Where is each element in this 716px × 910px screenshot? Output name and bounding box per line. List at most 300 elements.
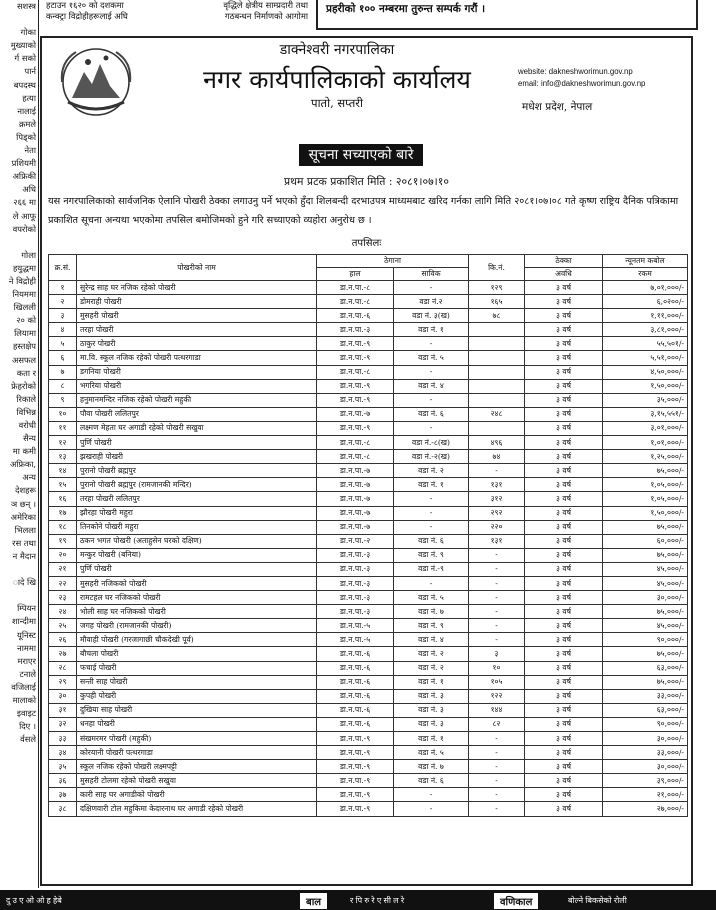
cell-min-bid: ४५,०००/- — [603, 619, 688, 633]
table-row — [49, 647, 688, 661]
cell-current-address: डा.न.पा.-६ — [317, 647, 394, 661]
cell-current-address: डा.न.पा.-३ — [317, 576, 394, 590]
cell-kitta: - — [469, 605, 525, 619]
cell-current-address: डा.न.पा.-६ — [317, 661, 394, 675]
left-article-line: मालाको — [12, 694, 36, 705]
cell-min-bid: १,११,०००/- — [603, 309, 688, 323]
left-article-line: गोका — [20, 27, 36, 38]
cell-term: ३ वर्ष — [525, 802, 603, 816]
cell-pond-name: मौवाही पोखरी (गरजागाछी चौकदेखी पूर्व) — [77, 633, 317, 647]
cell-previous-address: वडा नं. ३ — [394, 689, 469, 703]
cell-current-address: डा.न.पा.-६ — [317, 703, 394, 717]
cell-pond-name: रामटहल घर नजिकको पोखरी — [77, 591, 317, 605]
footer-ad-2: वणिकाल — [494, 893, 538, 909]
cell-previous-address: वडा नं. ५ — [394, 351, 469, 365]
cell-term: ३ वर्ष — [525, 421, 603, 435]
left-article-line — [0, 563, 38, 576]
left-article-line: क्रमले — [19, 118, 36, 129]
left-article-line: अफ्रिकी — [12, 171, 36, 182]
cell-term: ३ वर्ष — [525, 520, 603, 534]
table-row — [49, 703, 688, 717]
cell-pond-name: मा.वि. स्कूल नजिक रहेको पोखरी पत्थरगाडा — [77, 351, 317, 365]
cell-sn: १३ — [49, 450, 77, 464]
cell-previous-address: - — [394, 365, 469, 379]
left-adjacent-article — [0, 0, 39, 888]
cell-pond-name: संखमरमर पोखरी (महुकी) — [77, 732, 317, 746]
pond-list-table — [48, 254, 688, 817]
footer-ad-1: बाल — [300, 893, 327, 909]
cell-term: ३ वर्ष — [525, 450, 603, 464]
cell-pond-name: झौरहा पोखरी महुरा — [77, 506, 317, 520]
cell-kitta: १३१ — [469, 534, 525, 548]
table-row — [49, 591, 688, 605]
cell-current-address: डा.न.पा.-७ — [317, 506, 394, 520]
cell-term: ३ वर्ष — [525, 365, 603, 379]
cell-min-bid: ३०,०००/- — [603, 732, 688, 746]
cell-term: ३ वर्ष — [525, 351, 603, 365]
cell-current-address: डा.न.पा.-३ — [317, 591, 394, 605]
cell-term: ३ वर्ष — [525, 534, 603, 548]
cell-sn: २६ — [49, 633, 77, 647]
cell-term: ३ वर्ष — [525, 464, 603, 478]
table-row — [49, 548, 688, 562]
snippet-line: हटाउन १६२० को दशकमा वृद्धिले क्षेत्रीय साम्प्रदारी तथा — [46, 0, 308, 10]
table-row — [49, 732, 688, 746]
cell-current-address: डा.न.पा.-३ — [317, 323, 394, 337]
cell-sn: २३ — [49, 591, 77, 605]
municipality-name: डाक्नेश्वरी नगरपालिका — [279, 42, 395, 58]
cell-current-address: डा.न.पा.-८ — [317, 281, 394, 295]
cell-term: ३ वर्ष — [525, 576, 603, 590]
cell-min-bid: ३९,०००/- — [603, 774, 688, 788]
left-article-line: म्पियन — [17, 603, 36, 614]
cell-term: ३ वर्ष — [525, 591, 603, 605]
cell-term: ३ वर्ष — [525, 633, 603, 647]
cell-sn: ५ — [49, 337, 77, 351]
cell-pond-name: कुपही पोखरी — [77, 689, 317, 703]
header-kitta: कि.नं. — [469, 255, 525, 281]
cell-sn: २८ — [49, 661, 77, 675]
left-article-line: मा कमी — [12, 446, 36, 457]
table-row — [49, 534, 688, 548]
cell-sn: १ — [49, 281, 77, 295]
cell-current-address: डा.न.पा.-३ — [317, 605, 394, 619]
cell-kitta: २२० — [469, 520, 525, 534]
contact-block — [518, 66, 645, 91]
table-row — [49, 506, 688, 520]
cell-kitta — [469, 365, 525, 379]
left-article-line: लियामा — [14, 328, 36, 339]
cell-current-address: डा.न.पा.-९ — [317, 746, 394, 760]
cell-kitta: - — [469, 746, 525, 760]
left-article-line — [0, 589, 38, 602]
cell-current-address: डा.न.पा.-९ — [317, 732, 394, 746]
cell-current-address: डा.न.पा.-५ — [317, 633, 394, 647]
cell-kitta: ३ — [469, 647, 525, 661]
cell-previous-address: वडा नं. ५ — [394, 591, 469, 605]
cell-pond-name: फचाई पोखरी — [77, 661, 317, 675]
cell-min-bid: ३५,०००/- — [603, 393, 688, 407]
cell-current-address: डा.न.पा.-९ — [317, 802, 394, 816]
cell-pond-name: हनुमानमन्दिर नजिक रहेको पोखरी महुकी — [77, 393, 317, 407]
cell-term: ३ वर्ष — [525, 675, 603, 689]
cell-current-address: डा.न.पा.-९ — [317, 393, 394, 407]
cell-pond-name: सन्ती साह पोखरी — [77, 675, 317, 689]
office-title: नगर कार्यपालिकाको कार्यालय — [203, 65, 471, 94]
cell-term: ३ वर्ष — [525, 492, 603, 506]
cell-current-address: डा.न.पा.-६ — [317, 309, 394, 323]
cell-kitta: ८२ — [469, 717, 525, 731]
table-row — [49, 689, 688, 703]
cell-kitta: - — [469, 576, 525, 590]
table-row — [49, 802, 688, 816]
cell-kitta: २४८ — [469, 407, 525, 421]
cell-pond-name: लक्ष्मण मेहता घर अगाडी रहेको पोखरी सखुवा — [77, 421, 317, 435]
cell-previous-address: वडा नं. १ — [394, 732, 469, 746]
cell-current-address: डा.न.पा.-७ — [317, 478, 394, 492]
notice-paragraph: यस नगरपालिकाको सार्वजनिक ऐलानि पोखरी ठेक्का लगाउनु पर्ने भएको हुँदा शिलबन्दी दरभाउपत्र माध्यमबाट खरिद गर्नका लागि मिति २०८१।०७।०८ गते कृष्ण राष्ट्रिय दैनिक पत्रिकामा प्रकाशित सूचना अन्यथा भएकोमा तपसिल बमोजिमको हुने गरि सच्याएको व्यहोरा अनुरोध छ । — [48, 196, 679, 226]
cell-min-bid: ७५,०००/- — [603, 675, 688, 689]
cell-kitta: १२२ — [469, 689, 525, 703]
cell-min-bid: ५५,५०१/- — [603, 337, 688, 351]
cell-kitta: - — [469, 548, 525, 562]
table-row — [49, 562, 688, 576]
cell-min-bid: ७,०१,०००/- — [603, 281, 688, 295]
cell-sn: २२ — [49, 576, 77, 590]
cell-term: ३ वर्ष — [525, 562, 603, 576]
notice-title: सूचना सच्याएको बारे — [299, 144, 423, 166]
left-article-line: नालाई — [17, 105, 36, 116]
table-row — [49, 633, 688, 647]
cell-term: ३ वर्ष — [525, 746, 603, 760]
table-row — [49, 281, 688, 295]
cell-kitta: - — [469, 788, 525, 802]
table-row — [49, 407, 688, 421]
cell-kitta: ४९६ — [469, 436, 525, 450]
table-row — [49, 619, 688, 633]
cell-sn: १४ — [49, 464, 77, 478]
cell-sn: ३३ — [49, 732, 77, 746]
cell-sn: ३८ — [49, 802, 77, 816]
left-article-line: २६६ मा — [13, 197, 36, 208]
left-article-line: प्रशियमी — [11, 158, 36, 169]
left-article-line: वजिलाई — [11, 681, 36, 692]
cell-previous-address: वडा नं. १ — [394, 675, 469, 689]
cell-min-bid: ४,५०,०००/- — [603, 365, 688, 379]
cell-term: ३ वर्ष — [525, 717, 603, 731]
cell-pond-name: मुसहरी नजिकको पोखरी — [77, 576, 317, 590]
left-article-line: मराएर — [17, 655, 36, 666]
cell-kitta — [469, 323, 525, 337]
table-row — [49, 323, 688, 337]
cell-pond-name: बौचला पोखरी — [77, 647, 317, 661]
left-article-line: विभिन्न — [16, 406, 36, 417]
left-article-line: शान्दीमा — [11, 616, 36, 627]
cell-pond-name: पुरानो पोखरी ब्रह्मपुर — [77, 464, 317, 478]
table-row — [49, 351, 688, 365]
table-row — [49, 436, 688, 450]
cell-kitta: - — [469, 464, 525, 478]
left-article-line: ने विद्रोही — [8, 275, 36, 286]
table-row — [49, 605, 688, 619]
left-article-line: न मैदान — [12, 550, 36, 561]
cell-kitta: १३१ — [469, 478, 525, 492]
cell-pond-name: डोमराही पोखरी — [77, 295, 317, 309]
left-article-line: सैन्य — [23, 433, 36, 444]
header-previous: साविक — [394, 268, 469, 281]
cell-min-bid: ३०,०००/- — [603, 591, 688, 605]
cell-sn: १० — [49, 407, 77, 421]
left-article-line: खिलली — [13, 302, 36, 313]
cell-pond-name: कारी साह घर अगाडीको पोखरी — [77, 788, 317, 802]
cell-current-address: डा.न.पा.-३ — [317, 562, 394, 576]
cell-min-bid: १,५०,०००/- — [603, 506, 688, 520]
cell-pond-name: दुखिया साह पोखरी — [77, 703, 317, 717]
header-sn: क्र.सं. — [49, 255, 77, 281]
cell-previous-address: वडा नं. ६ — [394, 407, 469, 421]
left-article-line: फ्रेहरोको — [11, 380, 36, 391]
website-link[interactable]: website: dakneshworimun.gov.np — [518, 67, 633, 76]
cell-pond-name: तिनकोने पोखरी महुरा — [77, 520, 317, 534]
left-article-line: ादे खि — [12, 577, 36, 588]
cell-pond-name: कोरयानी पोखरी पत्थरगाडा — [77, 746, 317, 760]
cell-pond-name: पुर्णि पोखरी — [77, 562, 317, 576]
cell-pond-name: पौवा पोखरी ललितपुर — [77, 407, 317, 421]
cell-previous-address: - — [394, 492, 469, 506]
header-current: हाल — [317, 268, 394, 281]
cell-current-address: डा.न.पा.-९ — [317, 760, 394, 774]
cell-current-address: डा.न.पा.-९ — [317, 774, 394, 788]
cell-previous-address: वडा नं. २ — [394, 661, 469, 675]
table-row — [49, 379, 688, 393]
cell-kitta: ७८ — [469, 309, 525, 323]
cell-kitta: २९२ — [469, 506, 525, 520]
cell-sn: ३ — [49, 309, 77, 323]
cell-sn: ३४ — [49, 746, 77, 760]
cell-kitta: - — [469, 802, 525, 816]
cell-min-bid: ६३,०००/- — [603, 661, 688, 675]
cell-previous-address: वडा नं. ६ — [394, 774, 469, 788]
cell-pond-name: तरहा पोखरी — [77, 323, 317, 337]
cell-current-address: डा.न.पा.-७ — [317, 407, 394, 421]
cell-current-address: डा.न.पा.-७ — [317, 520, 394, 534]
cell-current-address: डा.न.पा.-६ — [317, 689, 394, 703]
cell-sn: २० — [49, 548, 77, 562]
table-row — [49, 450, 688, 464]
cell-sn: २ — [49, 295, 77, 309]
cell-previous-address: वडा नं. १ — [394, 478, 469, 492]
cell-min-bid: ७५,०००/- — [603, 647, 688, 661]
table-row — [49, 478, 688, 492]
cell-min-bid: ९०,०००/- — [603, 633, 688, 647]
cell-min-bid: २१,०००/- — [603, 788, 688, 802]
cell-term: ३ वर्ष — [525, 295, 603, 309]
cell-previous-address: वडा नं. ४ — [394, 633, 469, 647]
footer-right-text: बोल्ने बिकसेको रोली — [568, 896, 627, 905]
cell-min-bid: १,२५,०००/- — [603, 450, 688, 464]
cell-sn: ९ — [49, 393, 77, 407]
table-row — [49, 675, 688, 689]
left-article-line: अमेरिका — [10, 511, 36, 522]
cell-current-address: डा.न.पा.-८ — [317, 450, 394, 464]
cell-previous-address: - — [394, 520, 469, 534]
cell-current-address: डा.न.पा.-३ — [317, 548, 394, 562]
email-link[interactable]: email: info@dakneshworimun.gov.np — [518, 79, 646, 89]
cell-sn: ८ — [49, 379, 77, 393]
table-row — [49, 309, 688, 323]
cell-previous-address: वडा नं.२ — [394, 295, 469, 309]
cell-sn: ६ — [49, 351, 77, 365]
header-min-bid: न्यूनतम कबोल — [603, 255, 688, 268]
cell-sn: ३१ — [49, 703, 77, 717]
cell-term: ३ वर्ष — [525, 337, 603, 351]
cell-term: ३ वर्ष — [525, 506, 603, 520]
cell-term: ३ वर्ष — [525, 605, 603, 619]
cell-term: ३ वर्ष — [525, 436, 603, 450]
table-row — [49, 576, 688, 590]
cell-pond-name: धनहा पोखरी — [77, 717, 317, 731]
schedule-label: तपसिलः — [351, 238, 382, 249]
cell-previous-address: वडा नं. ४ — [394, 379, 469, 393]
left-article-line: मुख्याको — [10, 40, 36, 51]
left-article-line: बपदस्थ — [13, 79, 36, 90]
cell-current-address: डा.न.पा.-९ — [317, 337, 394, 351]
table-row — [49, 760, 688, 774]
cell-sn: १५ — [49, 478, 77, 492]
table-row — [49, 492, 688, 506]
cell-min-bid: ६,०२००/- — [603, 295, 688, 309]
table-row — [49, 746, 688, 760]
cell-sn: २१ — [49, 562, 77, 576]
header-min-bid-sub: रकम — [603, 268, 688, 281]
cell-previous-address: वडा नं.-२(ख) — [394, 450, 469, 464]
cell-min-bid: ७५,०००/- — [603, 548, 688, 562]
cell-current-address: डा.न.पा.-९ — [317, 788, 394, 802]
left-article-line: इवाइट — [16, 708, 36, 719]
cell-min-bid: ३,०१,०००/- — [603, 421, 688, 435]
cell-current-address: डा.न.पा.-९ — [317, 351, 394, 365]
table-row — [49, 337, 688, 351]
cell-term: ३ वर्ष — [525, 661, 603, 675]
cell-min-bid: ६३,०००/- — [603, 703, 688, 717]
left-article-line: अफ्रिका, — [9, 459, 36, 470]
cell-sn: ४ — [49, 323, 77, 337]
cell-kitta: ७४ — [469, 450, 525, 464]
cell-previous-address: वडा नं. ३(ख) — [394, 309, 469, 323]
cell-min-bid: ३,१५,५५१/- — [603, 407, 688, 421]
cell-current-address: डा.न.पा.-८ — [317, 295, 394, 309]
cell-min-bid: ५,५१,०००/- — [603, 351, 688, 365]
cell-min-bid: ९०,०००/- — [603, 717, 688, 731]
cell-current-address: डा.न.पा.-८ — [317, 365, 394, 379]
table-row — [49, 717, 688, 731]
cell-sn: १९ — [49, 534, 77, 548]
cell-previous-address: - — [394, 506, 469, 520]
office-address: पातो, सप्तरी — [311, 96, 363, 110]
cell-sn: १८ — [49, 520, 77, 534]
cell-pond-name: पुर्णि पोखरी — [77, 436, 317, 450]
table-row — [49, 421, 688, 435]
left-article-line: ञ छन् । — [11, 498, 36, 509]
left-article-line: हस्तक्षेप — [12, 341, 36, 352]
left-article-line: गोला — [21, 249, 36, 260]
left-article-line: टनाले — [19, 668, 36, 679]
left-article-line: दिए । — [19, 721, 36, 732]
header-term-sub: अवधि — [525, 268, 603, 281]
left-article-line: रिकाले — [16, 393, 36, 404]
cell-previous-address: - — [394, 393, 469, 407]
left-article-line: वरोधी — [18, 420, 36, 430]
cell-term: ३ वर्ष — [525, 478, 603, 492]
cell-sn: १७ — [49, 506, 77, 520]
cell-previous-address: - — [394, 576, 469, 590]
cell-sn: २७ — [49, 647, 77, 661]
cell-previous-address: वडा नं. २ — [394, 647, 469, 661]
cell-min-bid: १,०१,०००/- — [603, 436, 688, 450]
top-left-article-snippet — [46, 0, 308, 34]
cell-sn: ३६ — [49, 774, 77, 788]
cell-current-address: डा.न.पा.-८ — [317, 436, 394, 450]
cell-min-bid: ६०,०००/- — [603, 534, 688, 548]
left-article-line: देशहरू — [15, 485, 36, 496]
cell-sn: २५ — [49, 619, 77, 633]
left-article-line: हयुद्धमा — [13, 262, 36, 273]
cell-sn: ७ — [49, 365, 77, 379]
cell-kitta: १४४ — [469, 703, 525, 717]
cell-pond-name: डगनिया पोखरी — [77, 365, 317, 379]
cell-kitta: १०५ — [469, 675, 525, 689]
cell-kitta — [469, 337, 525, 351]
cell-sn: ३२ — [49, 717, 77, 731]
cell-min-bid: १,०५,०००/- — [603, 478, 688, 492]
cell-sn: ३५ — [49, 760, 77, 774]
cell-current-address: डा.न.पा.-५ — [317, 619, 394, 633]
cell-sn: ३७ — [49, 788, 77, 802]
published-date: प्रथम प्रटक प्रकाशित मिति : २०८१।०७।१० — [284, 175, 449, 188]
table-row — [49, 464, 688, 478]
left-article-line: हत्या — [22, 92, 36, 103]
cell-previous-address: वडा नं. २ — [394, 464, 469, 478]
cell-min-bid: २७,०००/- — [603, 802, 688, 816]
cell-min-bid: १,०५,०००/- — [603, 492, 688, 506]
cell-kitta: १० — [469, 661, 525, 675]
cell-current-address: डा.न.पा.-६ — [317, 675, 394, 689]
header-name: पोखरीको नाम — [77, 255, 317, 281]
cell-min-bid: ३३,०००/- — [603, 746, 688, 760]
left-article-line: असफल — [12, 354, 36, 365]
left-article-line: कता र — [16, 367, 36, 378]
left-article-line: पार्न — [24, 66, 36, 77]
cell-term: ३ वर्ष — [525, 774, 603, 788]
cell-pond-name: स्कूल नजिक रहेको पोखरी लक्ष्मपट्टी — [77, 760, 317, 774]
cell-term: ३ वर्ष — [525, 379, 603, 393]
cell-previous-address: वडा नं.-८(ख) — [394, 436, 469, 450]
left-article-line: रस तथा — [12, 537, 36, 548]
cell-current-address: डा.न.पा.-७ — [317, 464, 394, 478]
cell-current-address: डा.न.पा.-९ — [317, 421, 394, 435]
cell-kitta: ३१२ — [469, 492, 525, 506]
cell-min-bid: ३,८१,०००/- — [603, 323, 688, 337]
cell-previous-address: - — [394, 788, 469, 802]
cell-term: ३ वर्ष — [525, 548, 603, 562]
left-article-line: अधि — [22, 184, 36, 195]
cell-pond-name: ठकन भगत पोखरी (अताहुसेन घरको दक्षिण) — [77, 534, 317, 548]
cell-current-address: डा.न.पा.-२ — [317, 534, 394, 548]
cell-previous-address: - — [394, 337, 469, 351]
cell-previous-address: वडा नं. ३ — [394, 703, 469, 717]
cell-sn: १२ — [49, 436, 77, 450]
table-row — [49, 295, 688, 309]
